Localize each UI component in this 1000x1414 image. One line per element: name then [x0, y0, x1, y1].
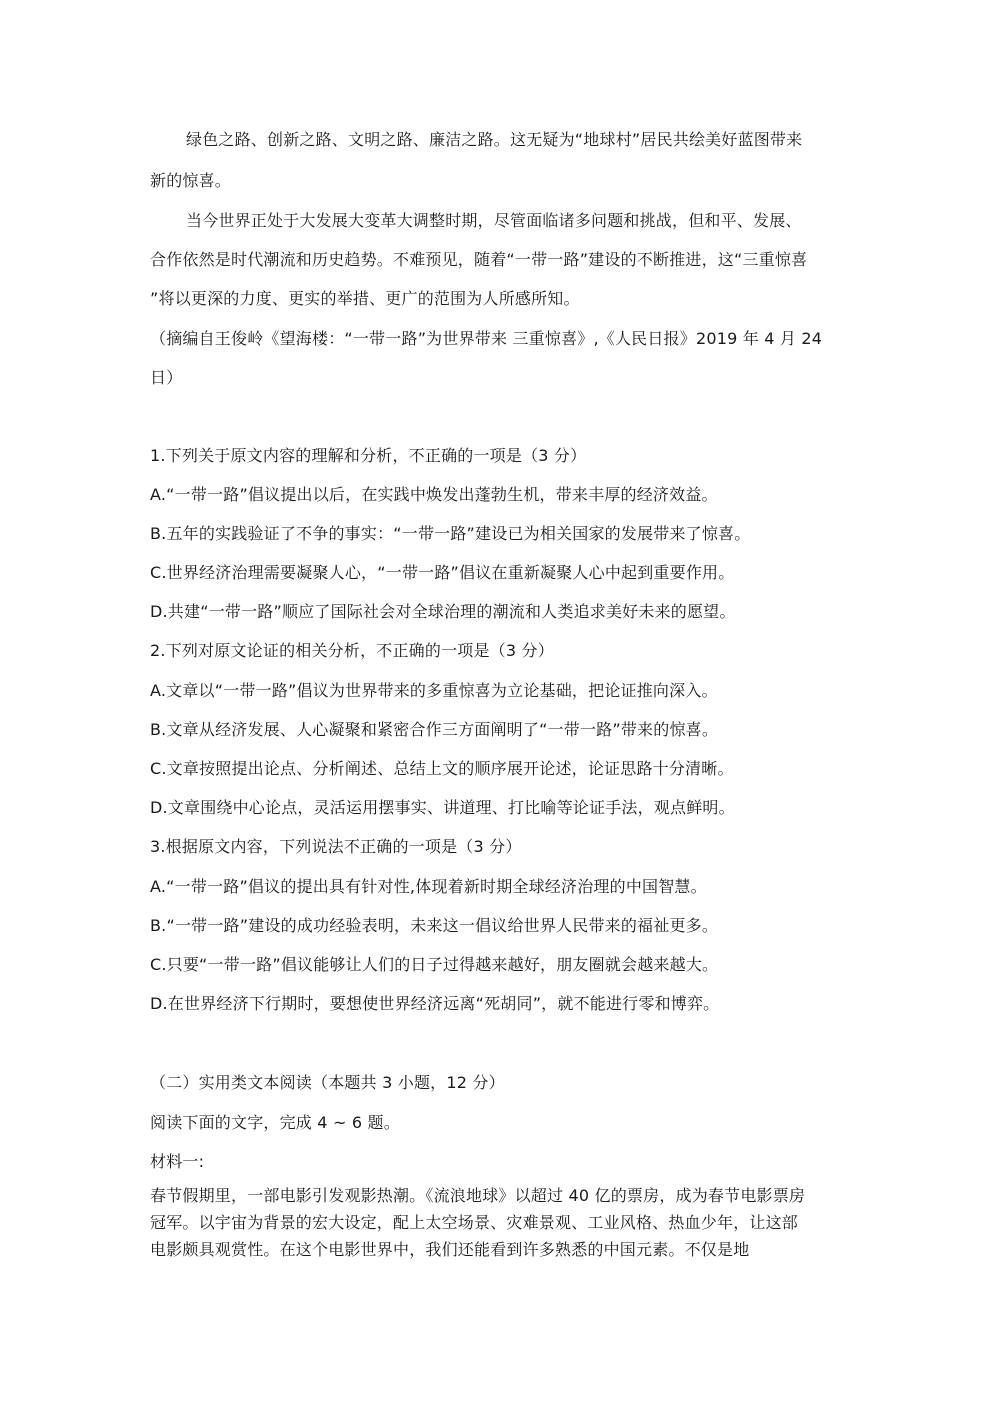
question-option: C.只要“一带一路”倡议能够让人们的日子过得越来越好，朋友圈就会越来越大。: [150, 955, 719, 974]
question-stem: 1.下列关于原文内容的理解和分析，不正确的一项是（3 分）: [150, 446, 587, 465]
document-page: [150, 0, 855, 1414]
source-citation: （摘编自王俊岭《望海楼：“一带一路”为世界带来 三重惊喜》,《人民日报》2019 年 4 月 24: [150, 329, 823, 348]
question-option: A.文章以“一带一路”倡议为世界带来的多重惊喜为立论基础，把论证推向深入。: [150, 681, 718, 700]
question-option: B.文章从经济发展、人心凝聚和紧密合作三方面阐明了“一带一路”带来的惊喜。: [150, 720, 719, 739]
question-option: D.共建“一带一路”顺应了国际社会对全球治理的潮流和人类追求美好未来的愿望。: [150, 602, 736, 621]
question-option: B.五年的实践验证了不争的事实：“一带一路”建设已为相关国家的发展带来了惊喜。: [150, 524, 751, 543]
section-instruction: 阅读下面的文字，完成 4 ~ 6 题。: [150, 1113, 400, 1132]
passage-line: 新的惊喜。: [150, 171, 232, 190]
material-line: 电影颇具观赏性。在这个电影世界中，我们还能看到许多熟悉的中国元素。不仅是地: [150, 1240, 750, 1259]
question-stem: 2.下列对原文论证的相关分析，不正确的一项是（3 分）: [150, 641, 554, 660]
question-option: A.“一带一路”倡议提出以后，在实践中焕发出蓬勃生机，带来丰厚的经济效益。: [150, 485, 718, 504]
material-line: 冠军。以宇宙为背景的宏大设定，配上太空场景、灾难景观、工业风格、热血少年，让这部: [150, 1213, 799, 1232]
material-line: 春节假期里，一部电影引发观影热潮。《流浪地球》以超过 40 亿的票房，成为春节电影票房: [150, 1186, 806, 1205]
question-option: D.文章围绕中心论点，灵活运用摆事实、讲道理、打比喻等论证手法，观点鲜明。: [150, 798, 735, 817]
material-label: 材料一:: [150, 1152, 205, 1171]
question-option: B.“一带一路”建设的成功经验表明，未来这一倡议给世界人民带来的福祉更多。: [150, 916, 719, 935]
question-option: C.文章按照提出论点、分析阐述、总结上文的顺序展开论述，论证思路十分清晰。: [150, 759, 734, 778]
question-option: A.“一带一路”倡议的提出具有针对性,体现着新时期全球经济治理的中国智慧。: [150, 877, 707, 896]
passage-line: 合作依然是时代潮流和历史趋势。不难预见，随着“一带一路”建设的不断推进，这“三重惊喜: [150, 250, 808, 269]
passage-line: ”将以更深的力度、更实的举措、更广的范围为人所感所知。: [150, 289, 580, 308]
section-heading: （二）实用类文本阅读（本题共 3 小题，12 分）: [150, 1073, 505, 1092]
question-option: C.世界经济治理需要凝聚人心，“一带一路”倡议在重新凝聚人心中起到重要作用。: [150, 563, 735, 582]
question-option: D.在世界经济下行期时，要想使世界经济远离“死胡同”，就不能进行零和博弈。: [150, 994, 720, 1013]
question-stem: 3.根据原文内容，下列说法不正确的一项是（3 分）: [150, 837, 522, 856]
passage-line: 绿色之路、创新之路、文明之路、廉洁之路。这无疑为“地球村”居民共绘美好蓝图带来: [186, 130, 803, 149]
source-citation: 日）: [150, 368, 183, 387]
passage-line: 当今世界正处于大发展大变革大调整时期，尽管面临诸多问题和挑战，但和平、发展、: [186, 211, 802, 230]
